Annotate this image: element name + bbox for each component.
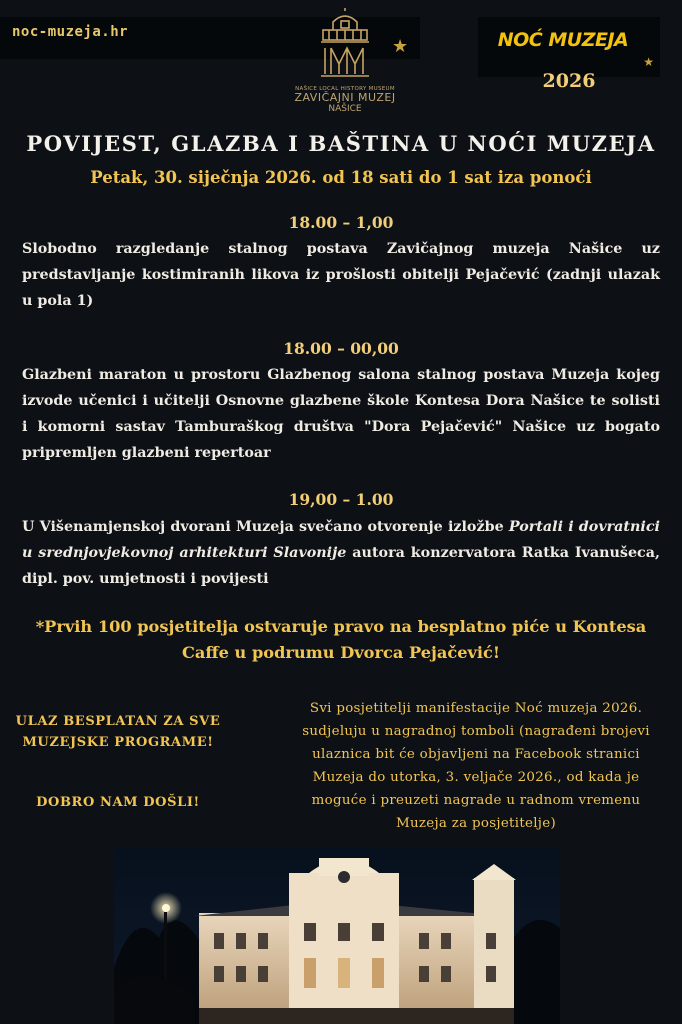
star-icon: ★: [392, 36, 409, 57]
page-title: POVIJEST, GLAZBA I BAŠTINA U NOĆI MUZEJA: [26, 131, 656, 156]
free-entry-note: ULAZ BESPLATAN ZA SVE MUZEJSKE PROGRAME!: [15, 714, 221, 750]
noc-muzeja-badge: [478, 17, 660, 77]
event-text: U Višenamjenskoj dvorani Muzeja svečano otvorenje izložbe: [22, 519, 504, 535]
museum-logo: [270, 8, 420, 114]
castle-photo: [114, 848, 560, 1024]
logo-caption-title: ZAVIČAJNI MUZEJ: [294, 91, 396, 104]
event-description: Glazbeni maraton u prostoru Glazbenog salona stalnog postava Muzeja kojeg izvode učenici i učitelji Osnovne glazbene škole Kontesa Dora Našice te solisti i komorni sastav Tamburaškog društva "Dora Pejačević" Našice uz bogato pripremljen glazbeni repertoar: [22, 367, 660, 461]
event-time: 19,00 – 1.00: [288, 490, 394, 509]
star-icon: ★: [643, 55, 654, 69]
welcome-text: DOBRO NAM DOŠLI!: [36, 795, 200, 810]
event-year: 2026: [542, 70, 596, 92]
site-url[interactable]: noc-muzeja.hr: [12, 24, 129, 40]
logo-caption-town: NAŠICE: [328, 104, 362, 114]
event-description: Slobodno razgledanje stalnog postava Zavičajnog muzeja Našice uz predstavljanje kostimiranih likova iz prošlosti obitelji Pejačević (zadnji ulazak u pola 1): [22, 241, 660, 309]
logo-caption-en: NAŠICE LOCAL HISTORY MUSEUM: [295, 86, 395, 92]
event-date: Petak, 30. siječnja 2026. od 18 sati do 1 sat iza ponoći: [90, 168, 592, 187]
event-description: [22, 514, 660, 592]
museum-building-icon: [317, 8, 373, 80]
event-text: autora konzervatora Ratka Ivanušeca, dipl. pov. umjetnosti i povijesti: [22, 545, 660, 587]
promo-note: *Prvih 100 posjetitelja ostvaruje pravo na besplatno piće u Kontesa Caffe u podrumu Dvorca Pejačević!: [35, 617, 647, 662]
event-time: 18.00 – 00,00: [283, 339, 399, 358]
tombola-info: Svi posjetitelji manifestacije Noć muzeja 2026. sudjeluju u nagradnoj tomboli (nagrađeni brojevi ulaznica bit će objavljeni na Facebook stranici Muzeja do utorka, 3. veljače 2026., od kada je moguće i preuzeti nagrade u radnom vremenu Muzeja za posjetitelje): [302, 701, 650, 831]
event-time: 18.00 – 1,00: [288, 213, 394, 232]
badge-title: NOĆ MUZEJA: [497, 29, 629, 51]
exhibition-title: Portali i dovratnici u srednjovjekovnoj arhitekturi Slavonije: [22, 519, 660, 561]
